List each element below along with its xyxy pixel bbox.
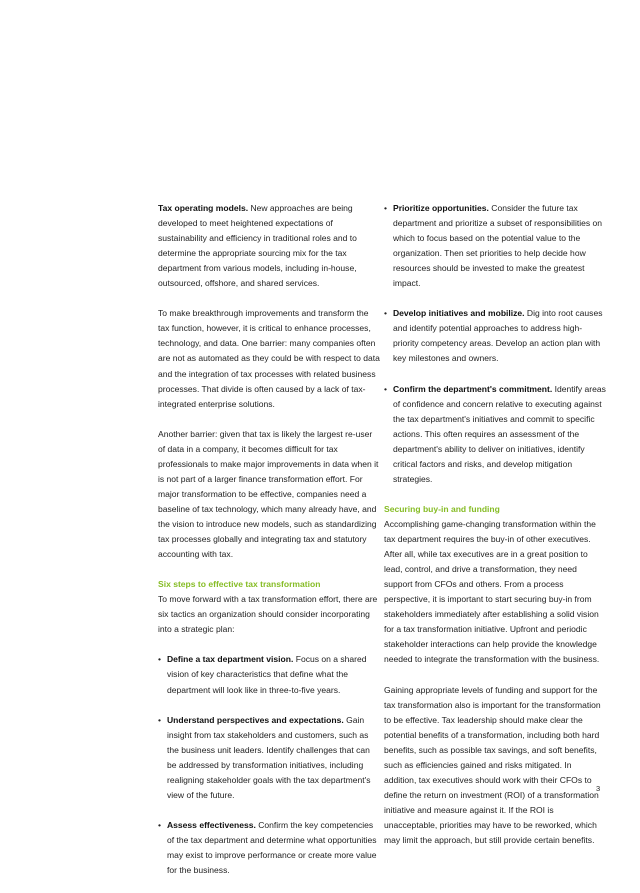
- six-steps-intro: To move forward with a tax transformation effort, there are six tactics an organization should consider incorporating into a strategic plan:: [158, 594, 378, 635]
- page-number: 3: [596, 784, 601, 793]
- tax-operating-models-lead: Tax operating models.: [158, 203, 249, 213]
- bullet-text: Identify areas of confidence and concern relative to executing against the tax department's initiatives and commit to specific actions. This often requires an assessment of the department's ability to deliver on initiatives, identify critical factors and risks, and develop mitigation strategies.: [393, 383, 606, 484]
- buy-in-paragraph: Accomplishing game-changing transformation within the tax department requires the buy-in of other executives. After all, while tax executives are in a great position to lead, control, and drive a transformation, they need support from CFOs and others. From a process perspective, it is important to start securing buy-in from stakeholders immediately after establishing a solid vision for a tax transformation initiative. Upfront and periodic stakeholder interactions can help provide the knowledge needed to integrate the transformation with the business.: [384, 518, 600, 665]
- bullet-bold-label: Assess effectiveness.: [167, 819, 256, 830]
- securing-buy-in-heading: Securing buy-in and funding: [384, 503, 500, 514]
- bullet-assess-effectiveness: [158, 818, 380, 878]
- bullet-bold-label: Develop initiatives and mobilize.: [393, 308, 525, 319]
- bullet-text: Gain insight from tax stakeholders and customers, such as the business unit leaders. Identify challenges that can be addressed by transformation initiatives, including realigning stakeholder goals with the tax department's view of the future.: [167, 714, 371, 800]
- bullet-text: Dig into root causes and identify potential approaches to address high-priority competency areas. Develop an action plan with key milestones and owners.: [393, 308, 603, 364]
- breakthrough-paragraph: To make breakthrough improvements and transform the tax function, however, it is critical to enhance processes, technology, and data. One barrier: many companies often are not as automated as they could be with respect to data and the integration of tax processes with related business processes. That divide is often caused by a lack of tax-integrated enterprise solutions.: [158, 308, 380, 409]
- tax-operating-models-text: New approaches are being developed to meet heightened expectations of sustainability and efficiency in traditional roles and to determine the appropriate sourcing mix for the tax department from various models, including in-house, outsourced, offshore, and shared services.: [158, 203, 357, 289]
- bullet-bold-label: Confirm the department's commitment.: [393, 383, 553, 394]
- bullet-text: Confirm the key competencies of the tax department and determine what opportunities may exist to improve performance or create more value for the business.: [167, 819, 377, 876]
- another-barrier-paragraph: Another barrier: given that tax is likely the largest re-user of data in a company, it becomes difficult for tax professionals to make major improvements in data when it is not part of a larger finance transformation effort. For major transformation to be effective, companies need a baseline of tax technology, which many already have, and the vision to introduce new models, such as standardizing tax processes globally and integrating tax and statutory accounting with tax.: [158, 428, 379, 560]
- bullet-define-vision: [158, 652, 380, 697]
- bullet-understand-perspectives: [158, 713, 380, 803]
- left-column: [158, 201, 380, 893]
- bullet-prioritize-opportunities: [384, 201, 606, 291]
- bullet-develop-initiatives: [384, 306, 606, 366]
- bullet-bold-label: Prioritize opportunities.: [393, 203, 489, 213]
- six-steps-heading: Six steps to effective tax transformation: [158, 579, 321, 590]
- right-column: [384, 201, 606, 863]
- bullet-text: Consider the future tax department and prioritize a subset of responsibilities on which to focus based on the potential value to the organization. Then set priorities to help decide how resources should be invested to make the greatest impact.: [393, 203, 603, 289]
- tax-operating-models-paragraph: [158, 201, 380, 291]
- bullet-bold-label: Understand perspectives and expectations.: [167, 714, 344, 725]
- funding-paragraph: Gaining appropriate levels of funding and support for the tax transformation also is important for the transformation to be effective. Tax leadership should make clear the potential benefits of a transformation, including both hard benefits, such as possible tax savings, and soft benefits, such as efficiencies gained and risks mitigated. In addition, tax executives should work with their CFOs to define the return on investment (ROI) of a transformation initiative and measure against it. If the ROI is unacceptable, priorities may have to be reworked, which may limit the approach, but still provide certain benefits.: [384, 684, 601, 845]
- bullet-text: Focus on a shared vision of key characteristics that define what the department will look like in three-to-five years.: [167, 654, 367, 695]
- bullet-bold-label: Define a tax department vision.: [167, 654, 294, 665]
- bullet-confirm-commitment: [384, 382, 606, 487]
